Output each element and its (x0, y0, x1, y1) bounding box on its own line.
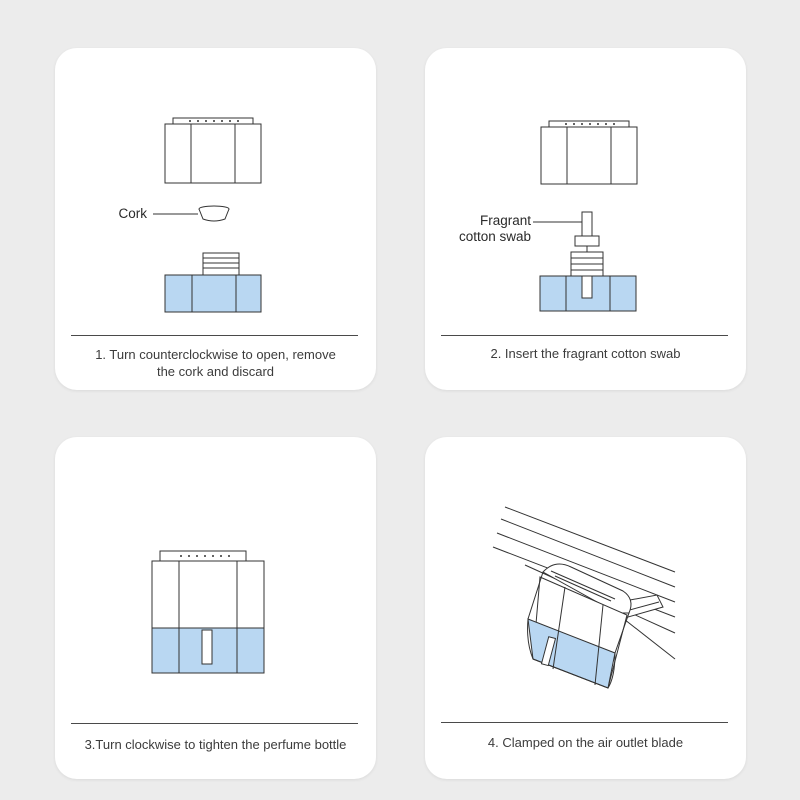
step-4-caption: 4. Clamped on the air outlet blade (487, 735, 684, 750)
cotton-swab-label (435, 213, 531, 245)
step-2-divider (441, 335, 728, 336)
cork-icon (153, 206, 229, 221)
bottle-icon (165, 253, 261, 312)
step-4-divider (441, 722, 728, 723)
assembled-bottle-icon (152, 551, 264, 673)
step-3-illustration (55, 437, 376, 779)
step-1-card (55, 48, 376, 390)
step-3-divider (71, 723, 358, 724)
mounted-bottle-icon (528, 564, 631, 688)
cotton-swab-label-line2: cotton swab (458, 229, 531, 244)
step-2-card (425, 48, 746, 390)
step-1-divider (71, 335, 358, 336)
step-3-caption: 3.Turn clockwise to tighten the perfume bottle (84, 737, 347, 752)
cork-label: Cork (118, 206, 147, 221)
cotton-swab-label-line1: Fragrant (479, 213, 531, 228)
step-4-card (425, 437, 746, 779)
cap-icon (541, 121, 637, 184)
step-2-caption: 2. Insert the fragrant cotton swab (490, 346, 681, 361)
step-4-illustration (425, 437, 746, 779)
bottle-icon (540, 252, 636, 311)
step-1-caption: 1. Turn counterclockwise to open, remove the cork and discard (95, 347, 336, 379)
step-3-card (55, 437, 376, 779)
cap-icon (165, 118, 261, 183)
